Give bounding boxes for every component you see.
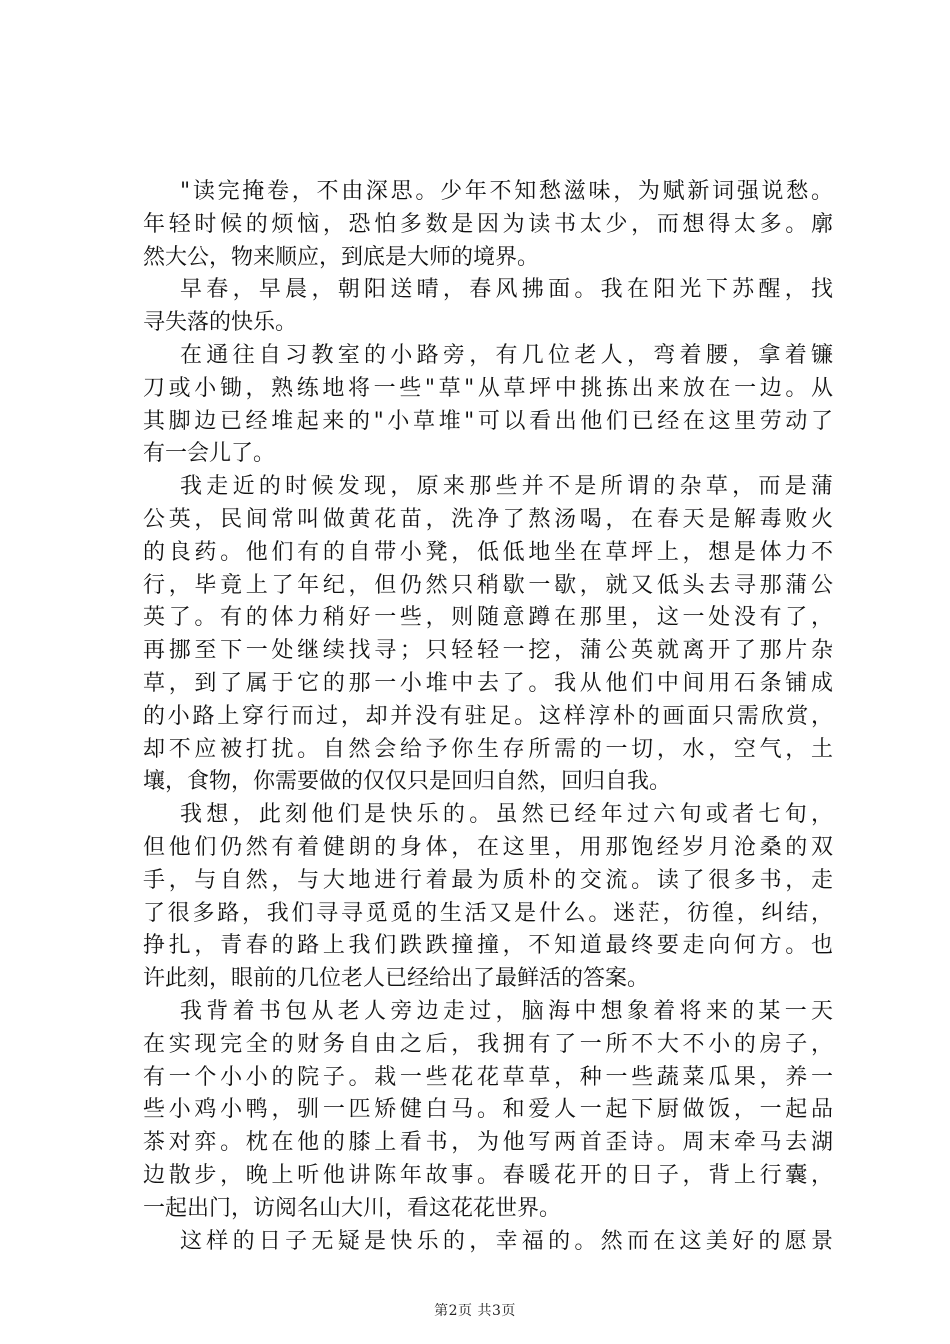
text-line: 在实现完全的财务自由之后，我拥有了一所不大不小的房子， [143, 1031, 833, 1057]
text-line: 壤，食物，你需要做的仅仅只是回归自然，回归自我。 [143, 769, 672, 795]
page-number-footer: 第2页 共3页 [434, 1303, 516, 1319]
text-line: 手，与自然，与大地进行着最为质朴的交流。读了很多书，走 [143, 867, 833, 893]
text-line: 边散步，晚上听他讲陈年故事。春暖花开的日子，背上行囊， [143, 1162, 833, 1188]
text-line: 早春，早晨，朝阳送晴，春风拂面。我在阳光下苏醒，找 [180, 277, 833, 303]
text-line: 我走近的时候发现，原来那些并不是所谓的杂草，而是蒲 [180, 474, 833, 500]
text-line: 刀或小锄，熟练地将一些"草"从草坪中挑拣出来放在一边。从 [143, 375, 833, 401]
text-line: 草，到了属于它的那一小堆中去了。我从他们中间用石条铺成 [143, 670, 833, 696]
text-line: 我想，此刻他们是快乐的。虽然已经年过六旬或者七旬， [180, 802, 833, 828]
text-line: 行，毕竟上了年纪，但仍然只稍歇一歇，就又低头去寻那蒲公 [143, 572, 833, 598]
text-line: 了很多路，我们寻寻觅觅的生活又是什么。迷茫，彷徨，纠结， [143, 900, 833, 926]
text-line: 我背着书包从老人旁边走过，脑海中想象着将来的某一天 [180, 998, 833, 1024]
text-line: 的小路上穿行而过，却并没有驻足。这样淳朴的画面只需欣赏， [143, 703, 833, 729]
text-line: 其脚边已经堆起来的"小草堆"可以看出他们已经在这里劳动了 [143, 408, 833, 434]
text-line: 些小鸡小鸭，驯一匹矫健白马。和爱人一起下厨做饭，一起品 [143, 1097, 833, 1123]
document-body [143, 176, 833, 1258]
text-line: 有一个小小的院子。栽一些花花草草，种一些蔬菜瓜果，养一 [143, 1064, 833, 1090]
text-line: "读完掩卷，不由深思。少年不知愁滋味，为赋新词强说愁。 [180, 179, 833, 204]
text-line: 挣扎，青春的路上我们跌跌撞撞，不知道最终要走向何方。也 [143, 933, 833, 959]
text-line: 年轻时候的烦恼，恐怕多数是因为读书太少，而想得太多。廓 [143, 211, 833, 237]
text-line: 的良药。他们有的自带小凳，低低地坐在草坪上，想是体力不 [143, 539, 833, 565]
text-line: 但他们仍然有着健朗的身体，在这里，用那饱经岁月沧桑的双 [143, 834, 833, 860]
text-line: 却不应被打扰。自然会给予你生存所需的一切，水，空气，土 [143, 736, 833, 762]
text-line: 寻失落的快乐。 [143, 310, 298, 336]
text-line: 有一会儿了。 [143, 441, 276, 467]
text-line: 这样的日子无疑是快乐的，幸福的。然而在这美好的愿景 [180, 1228, 833, 1254]
text-line: 然大公，物来顺应，到底是大师的境界。 [143, 244, 540, 270]
text-line: 茶对弈。枕在他的膝上看书，为他写两首歪诗。周末牵马去湖 [143, 1130, 833, 1156]
text-line: 在通往自习教室的小路旁，有几位老人，弯着腰，拿着镰 [180, 342, 833, 368]
text-line: 英了。有的体力稍好一些，则随意蹲在那里，这一处没有了， [143, 605, 833, 631]
text-line: 公英，民间常叫做黄花苗，洗净了熬汤喝，在春天是解毒败火 [143, 506, 833, 532]
text-line: 再挪至下一处继续找寻；只轻轻一挖，蒲公英就离开了那片杂 [143, 638, 833, 664]
text-line: 一起出门，访阅名山大川，看这花花世界。 [143, 1195, 562, 1221]
text-line: 许此刻，眼前的几位老人已经给出了最鲜活的答案。 [143, 966, 650, 992]
